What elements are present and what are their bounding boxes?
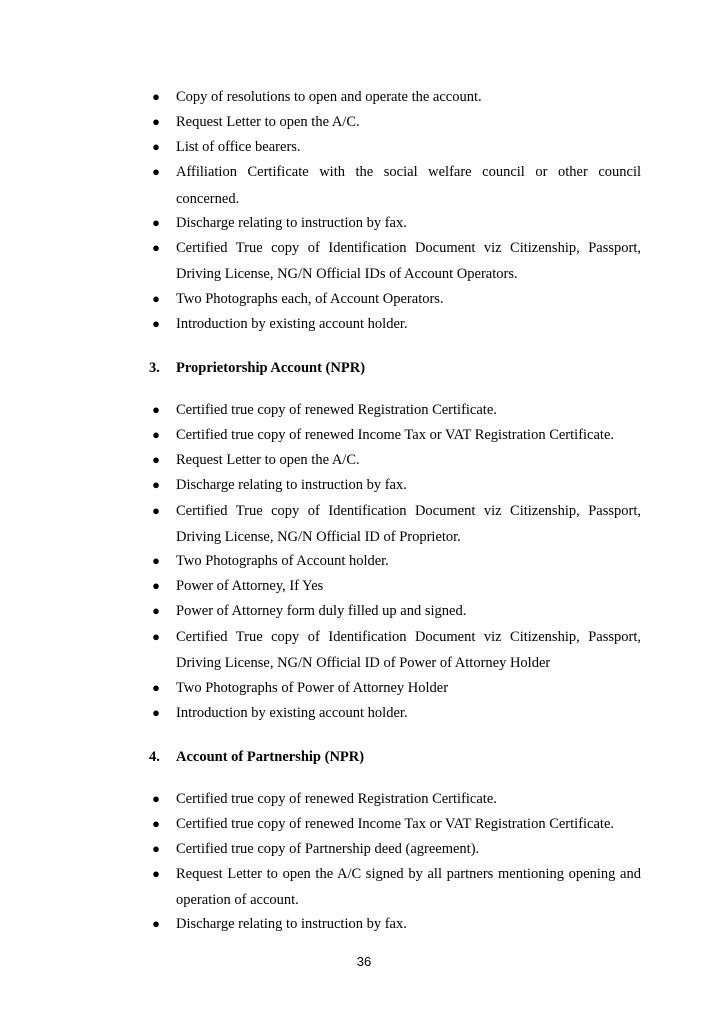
list-item: [0, 863, 728, 885]
list-item: [0, 913, 728, 935]
list-item-text: Request Letter to open the A/C.: [176, 114, 360, 130]
list-item-text: Discharge relating to instruction by fax.: [176, 477, 407, 493]
bullet-icon: ●: [152, 791, 160, 806]
page-number: 36: [356, 954, 372, 969]
list-item-text: Request Letter to open the A/C signed by all partners mentioning opening and: [176, 866, 641, 882]
bullet-icon: ●: [152, 841, 160, 856]
list-item: [0, 111, 728, 133]
list-item-text: Certified True copy of Identification Document viz Citizenship, Passport,: [176, 629, 641, 645]
list-item: [0, 288, 728, 310]
bullet-icon: ●: [152, 503, 160, 518]
list-item-continuation: operation of account.: [176, 892, 299, 908]
list-item: [0, 212, 728, 234]
list-item: [0, 313, 728, 335]
list-item-text: Introduction by existing account holder.: [176, 316, 408, 332]
list-item: [0, 424, 728, 446]
bullet-icon: ●: [152, 916, 160, 931]
list-item: [0, 788, 728, 810]
list-item: [0, 626, 728, 648]
list-item-text: Certified true copy of renewed Income Tax or VAT Registration Certificate.: [176, 816, 615, 832]
list-item: [0, 399, 728, 421]
list-item: [0, 838, 728, 860]
bullet-icon: ●: [152, 215, 160, 230]
list-item-text: Certified True copy of Identification Document viz Citizenship, Passport,: [176, 503, 641, 519]
list-item: [0, 474, 728, 496]
list-item-text: Introduction by existing account holder.: [176, 705, 408, 721]
list-item-text: Certified true copy of Partnership deed (agreement).: [176, 841, 480, 857]
list-item-text: List of office bearers.: [176, 139, 301, 155]
list-item-text: Two Photographs each, of Account Operators.: [176, 291, 444, 307]
bullet-icon: ●: [152, 89, 160, 104]
bullet-icon: ●: [152, 553, 160, 568]
list-item: [0, 575, 728, 597]
list-item-text: Request Letter to open the A/C.: [176, 452, 360, 468]
bullet-icon: ●: [152, 164, 160, 179]
bullet-icon: ●: [152, 139, 160, 154]
list-item-text: Certified true copy of renewed Income Tax or VAT Registration Certificate.: [176, 427, 615, 443]
bullet-icon: ●: [152, 402, 160, 417]
section-heading: [149, 746, 364, 768]
list-item: [0, 136, 728, 158]
section-number: 4.: [149, 749, 160, 765]
list-item-text: Power of Attorney form duly filled up and signed.: [176, 603, 467, 619]
section-title: Account of Partnership (NPR): [176, 749, 365, 765]
bullet-icon: ●: [152, 866, 160, 881]
list-item-text: Discharge relating to instruction by fax.: [176, 215, 407, 231]
list-item-text: Certified true copy of renewed Registration Certificate.: [176, 402, 497, 418]
bullet-icon: ●: [152, 603, 160, 618]
list-item-text: Certified True copy of Identification Document viz Citizenship, Passport,: [176, 240, 641, 256]
list-item-text: Copy of resolutions to open and operate the account.: [176, 89, 482, 105]
bullet-icon: ●: [152, 316, 160, 331]
list-item: [0, 677, 728, 699]
list-item-continuation: Driving License, NG/N Official ID of Power of Attorney Holder: [176, 655, 551, 671]
bullet-icon: ●: [152, 816, 160, 831]
bullet-icon: ●: [152, 578, 160, 593]
section-number: 3.: [149, 360, 160, 376]
list-item: [0, 702, 728, 724]
bullet-icon: ●: [152, 629, 160, 644]
section-heading: [149, 357, 365, 379]
list-item: [0, 600, 728, 622]
list-item: [0, 161, 728, 183]
list-item: [0, 813, 728, 835]
list-item: [0, 500, 728, 522]
list-item-text: Discharge relating to instruction by fax.: [176, 916, 407, 932]
bullet-icon: ●: [152, 477, 160, 492]
list-item-text: Affiliation Certificate with the social welfare council or other council: [176, 164, 641, 180]
list-item-continuation: Driving License, NG/N Official ID of Proprietor.: [176, 529, 461, 545]
bullet-icon: ●: [152, 452, 160, 467]
bullet-icon: ●: [152, 680, 160, 695]
section-title: Proprietorship Account (NPR): [176, 360, 366, 376]
list-item: [0, 449, 728, 471]
list-item-text: Certified true copy of renewed Registration Certificate.: [176, 791, 497, 807]
bullet-icon: ●: [152, 705, 160, 720]
list-item-text: Two Photographs of Power of Attorney Holder: [176, 680, 449, 696]
list-item: [0, 237, 728, 259]
bullet-icon: ●: [152, 114, 160, 129]
bullet-icon: ●: [152, 427, 160, 442]
list-item: [0, 86, 728, 108]
list-item-continuation: concerned.: [176, 191, 240, 207]
list-item-continuation: Driving License, NG/N Official IDs of Account Operators.: [176, 266, 518, 282]
list-item-text: Two Photographs of Account holder.: [176, 553, 389, 569]
list-item: [0, 550, 728, 572]
bullet-icon: ●: [152, 240, 160, 255]
bullet-icon: ●: [152, 291, 160, 306]
list-item-text: Power of Attorney, If Yes: [176, 578, 324, 594]
